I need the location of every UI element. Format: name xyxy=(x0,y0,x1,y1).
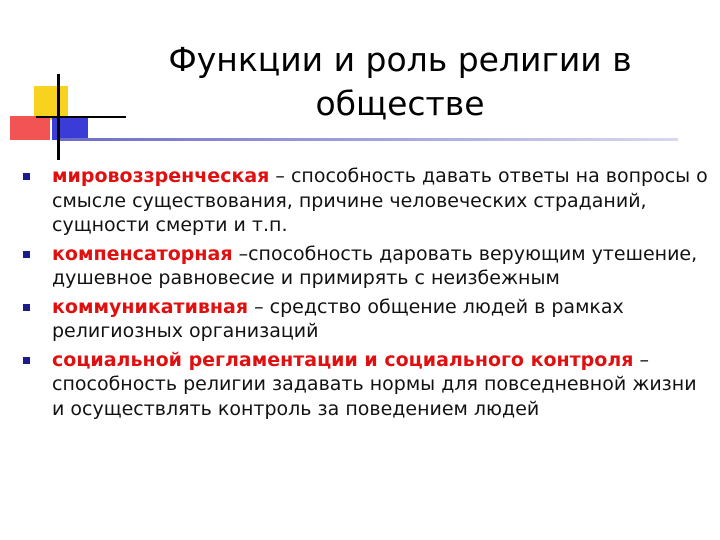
square-bullet-icon xyxy=(23,304,30,311)
square-bullet-icon xyxy=(23,251,30,258)
bullet-list xyxy=(20,164,710,425)
square-bullet-icon xyxy=(23,173,30,180)
bullet-item xyxy=(20,295,710,344)
bullet-item xyxy=(20,348,710,422)
decor-horizontal-line xyxy=(36,116,126,118)
square-bullet-icon xyxy=(23,357,30,364)
bullet-text: – способность давать ответы на вопросы о смысле существования, причине человеческих страданий, сущности смерти и т.п. xyxy=(52,165,708,236)
bullet-term: социальной регламентации и социального контроля xyxy=(52,348,634,371)
title-underline-rule xyxy=(60,138,678,141)
decor-red-block xyxy=(10,116,50,140)
bullet-text: – способность религии задавать нормы для повседневной жизни и осуществлять контроль за поведением людей xyxy=(52,348,697,420)
bullet-text: – средство общение людей в рамках религиозных организаций xyxy=(52,295,624,342)
bullet-text: –способность даровать верующим утешение, душевное равновесие и примирять с неизбежным xyxy=(52,242,698,289)
bullet-term: мировоззренческая xyxy=(52,165,270,187)
slide-title: Функции и роль религии в обществе xyxy=(168,40,632,123)
bullet-item xyxy=(20,164,710,238)
bullet-item xyxy=(20,242,710,291)
decor-yellow-square xyxy=(34,86,68,120)
bullet-term: коммуникативная xyxy=(52,295,249,318)
bullet-term: компенсаторная xyxy=(52,242,233,265)
